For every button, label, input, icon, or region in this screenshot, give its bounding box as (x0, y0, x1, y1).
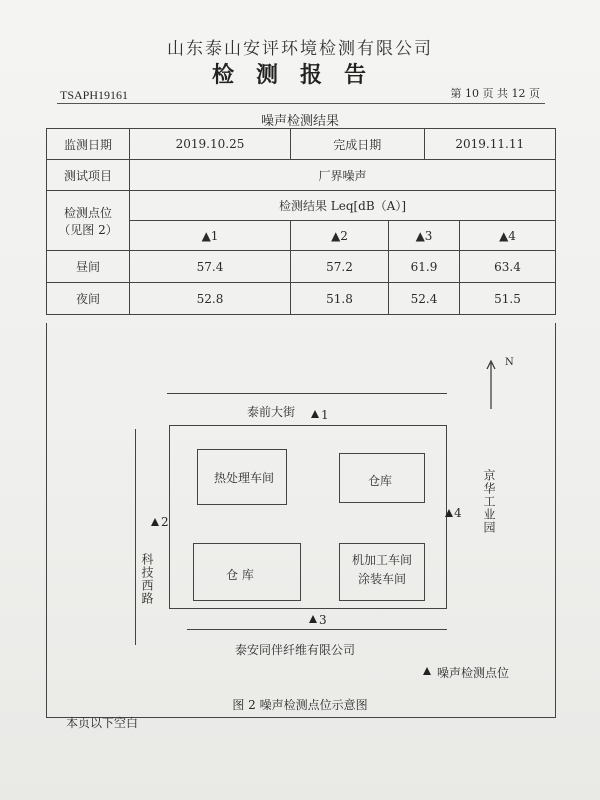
building-warehouse-west (193, 543, 301, 601)
legend-marker-icon (423, 667, 431, 675)
table-row (47, 160, 556, 191)
table-cell: 51.5 (460, 283, 556, 315)
test-item-value: 厂界噪声 (130, 160, 556, 191)
table-row (47, 251, 556, 283)
page-info: 第 10 页 共 12 页 (450, 87, 540, 100)
north-label: N (505, 357, 514, 368)
document-title: 检测报告 (211, 62, 388, 88)
row-label: 昼间 (47, 251, 130, 283)
test-item-label: 测试项目 (47, 160, 130, 191)
report-number: TSAPH19161 (60, 88, 129, 102)
road-line-west (135, 429, 136, 645)
table-row (47, 129, 556, 160)
building-heat-treatment (197, 449, 287, 505)
table-cell: 63.4 (460, 251, 556, 283)
result-header: 检测结果 Leq[dB（A）] (130, 191, 556, 221)
point-label (47, 191, 130, 251)
building-machining (339, 543, 425, 601)
table-cell: 57.4 (130, 251, 291, 283)
table-cell: 57.2 (291, 251, 389, 283)
monitor-date-label: 监测日期 (47, 129, 130, 160)
point-marker-icon (309, 615, 317, 623)
point-header: ▲3 (389, 221, 460, 251)
south-neighbor-label: 泰安同伴纤维有限公司 (235, 643, 356, 657)
table-cell: 52.8 (130, 283, 291, 315)
table-row (47, 191, 556, 221)
road-west-label: 科技西路 (140, 553, 154, 605)
noise-results-table (46, 128, 556, 315)
point-marker-icon (151, 518, 159, 526)
building-warehouse-east (339, 453, 425, 503)
point-number: 4 (454, 506, 462, 520)
point-marker-icon (445, 509, 453, 517)
east-neighbor-label: 京华工业园 (482, 469, 496, 534)
figure-caption: 图 2 噪声检测点位示意图 (232, 698, 368, 712)
building-label: 涂装车间 (358, 572, 407, 586)
point-label-line1: 检测点位 (63, 205, 112, 220)
building-label: 热处理车间 (214, 471, 275, 485)
table-row (47, 283, 556, 315)
header-divider (57, 103, 545, 104)
road-line-north (167, 393, 447, 394)
point-number: 2 (161, 515, 169, 529)
point-header: ▲2 (291, 221, 389, 251)
legend-label: 噪声检测点位 (437, 666, 510, 680)
company-name: 山东泰山安评环境检测有限公司 (167, 39, 433, 59)
footer-note: 本页以下空白 (66, 716, 139, 730)
building-label: 仓 库 (226, 568, 254, 582)
row-label: 夜间 (47, 283, 130, 315)
building-label: 仓库 (368, 474, 393, 488)
point-marker-icon (311, 410, 319, 418)
road-line-south (187, 629, 447, 630)
point-label-line2: （见图 2） (58, 222, 118, 237)
finish-date-label: 完成日期 (291, 129, 425, 160)
site-map-figure (46, 323, 556, 718)
table-cell: 61.9 (389, 251, 460, 283)
monitor-date-value: 2019.10.25 (130, 129, 291, 160)
table-cell: 51.8 (291, 283, 389, 315)
point-header: ▲1 (130, 221, 291, 251)
road-north-label: 泰前大街 (247, 405, 296, 419)
section-title: 噪声检测结果 (260, 114, 339, 129)
finish-date-value: 2019.11.11 (424, 129, 556, 160)
point-number: 1 (321, 408, 329, 422)
point-header: ▲4 (460, 221, 556, 251)
table-cell: 52.4 (389, 283, 460, 315)
building-label: 机加工车间 (352, 553, 413, 567)
point-number: 3 (319, 613, 327, 627)
